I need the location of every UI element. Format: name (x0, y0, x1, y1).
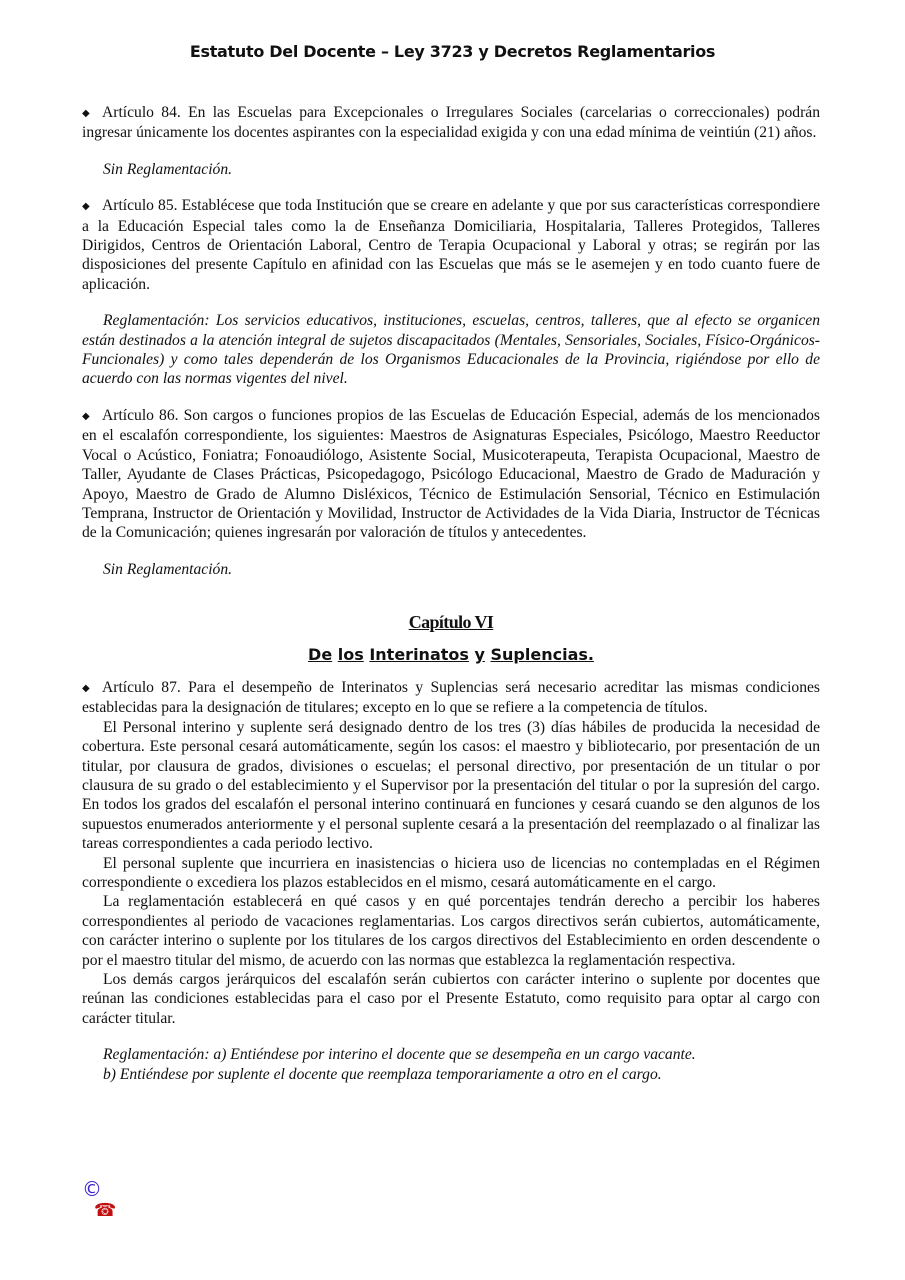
subtitle-word: Suplencias. (490, 644, 594, 664)
diamond-bullet-icon: ◆ (82, 108, 90, 119)
diamond-bullet-icon: ◆ (82, 201, 90, 213)
page-header-title: Estatuto Del Docente – Ley 3723 y Decretos Reglamentarios (189, 42, 716, 61)
article-86-regulation: Sin Reglamentación. (103, 560, 233, 578)
copyright-row (82, 1178, 116, 1200)
chapter-title: Capítulo VI (408, 612, 494, 633)
article-87-text: Artículo 87. Para el desempeño de Interinatos y Suplencias será necesario acreditar las mismas condiciones establecidas para la designación de titulares; excepto en lo que se refiere a la competencia de títulos. (82, 678, 820, 717)
subtitle-word: Interinatos (369, 644, 469, 664)
phone-row (82, 1200, 116, 1222)
article-84-regulation: Sin Reglamentación. (103, 160, 233, 178)
article-85-regulation: Reglamentación: Los servicios educativos, instituciones, escuelas, centros, talleres, que al efecto se organicen están destinados a la atención integral de sujetos discapacitados (Mentales, Sensoriales, Sociales, Físico-Orgánicos-Funcionales) y como tales dependerán de los Organismos Educacionales de la Provincia, rigiéndose por ello de acuerdo con las normas vigentes del nivel. (82, 312, 820, 388)
article-87-regulation-b: b) Entiéndese por suplente el docente que reemplaza temporariamente a otro en el cargo. (103, 1065, 662, 1083)
telephone-icon: ☎ (94, 1200, 117, 1221)
subtitle-word: y (474, 644, 485, 664)
article-84-text: Artículo 84. En las Escuelas para Excepcionales o Irregulares Sociales (carcelarias o correccionales) podrán ingresar únicamente los docentes aspirantes con la especialidad exigida y con una edad mínima de veintiún (21) años. (82, 104, 820, 142)
article-87-paragraph-5: Los demás cargos jerárquicos del escalafón serán cubiertos con carácter interino o suplente por docentes que reúnan las condiciones establecidas para el caso por el Presente Estatuto, como requisito para optar al cargo con carácter titular. (82, 971, 820, 1027)
article-87-regulation-a: Reglamentación: a) Entiéndese por interino el docente que se desempeña en un cargo vacante. (103, 1046, 696, 1064)
chapter-subtitle (82, 645, 820, 664)
subtitle-word: los (337, 644, 364, 664)
diamond-bullet-icon: ◆ (82, 410, 90, 422)
article-85 (82, 196, 820, 294)
copyright-icon: © (82, 1177, 102, 1201)
article-87-paragraph-3: El personal suplente que incurriera en inasistencias o hiciera uso de licencias no contempladas en el Régimen correspondiente o excediera los plazos establecidos en el mismo, cesará automáticamente en el cargo. (82, 854, 820, 891)
article-87 (82, 678, 820, 718)
article-85-text: Artículo 85. Establécese que toda Institución que se creare en adelante y que por sus características correspondiere a la Educación Especial tales como la de Enseñanza Domiciliaria, Hospitalaria, Talleres Protegidos, Talleres Dirigidos, Centros de Orientación Laboral, Centro de Terapia Ocupacional y Laboral y otras; se regirán por las disposiciones del presente Capítulo en afinidad con las Escuelas que más se le asemejen y en todo cuanto fuere de aplicación. (82, 197, 820, 293)
article-86-text: Artículo 86. Son cargos o funciones propios de las Escuelas de Educación Especial, además de los mencionados en el escalafón correspondiente, los siguientes: Maestros de Asignaturas Especiales, Psicólogo, Maestro Reeductor Vocal o Acústico, Foniatra; Fonoaudiólogo, Asistente Social, Musicoterapeuta, Terapista Ocupacional, Maestro de Taller, Ayudante de Clases Prácticas, Psicopedagogo, Psicólogo Educacional, Maestro de Grado de Maduración y Apoyo, Maestro de Grado de Alumno Disléxicos, Técnico de Estimulación Sensorial, Técnico en Estimulación Temprana, Instructor de Orientación y Movilidad, Instructor de Actividades de la Vida Diaria, Instructor de Técnicas de la Comunicación; quienes ingresarán por valoración de títulos y antecedentes. (82, 406, 820, 542)
article-84 (82, 103, 820, 143)
subtitle-word: De (308, 644, 333, 664)
page-footer (82, 1178, 116, 1222)
document-body (82, 103, 820, 1084)
article-86 (82, 406, 820, 543)
article-87-paragraph-4: La reglamentación establecerá en qué casos y en qué porcentajes tendrán derecho a percibir los haberes correspondientes al periodo de vacaciones reglamentarias. Los cargos directivos serán cubiertos, automáticamente, con carácter interino o suplente por los titulares de los cargos directivos del Establecimiento en orden descendente o por el maestro titular del mismo, de acuerdo con las normas que establezca la reglamentación respectiva. (82, 893, 820, 969)
article-87-paragraph-2: El Personal interino y suplente será designado dentro de los tres (3) días hábiles de producida la necesidad de cobertura. Este personal cesará automáticamente, según los casos: el maestro y bibliotecario, por presentación de un titular, por clausura de grados, divisiones o escuelas; el personal directivo, por presentación de un titular o por clausura de su grado o del establecimiento y el Supervisor por la presentación del titular o por la supresión del cargo. En todos los grados del escalafón el personal interino continuará en funciones y cesará cuando se den algunos de los supuestos enumerados anteriormente y el personal suplente cesará a la presentación del reemplazado o al finalizar las tareas correspondientes a cada periodo lectivo. (82, 718, 820, 853)
diamond-bullet-icon: ◆ (82, 682, 90, 694)
